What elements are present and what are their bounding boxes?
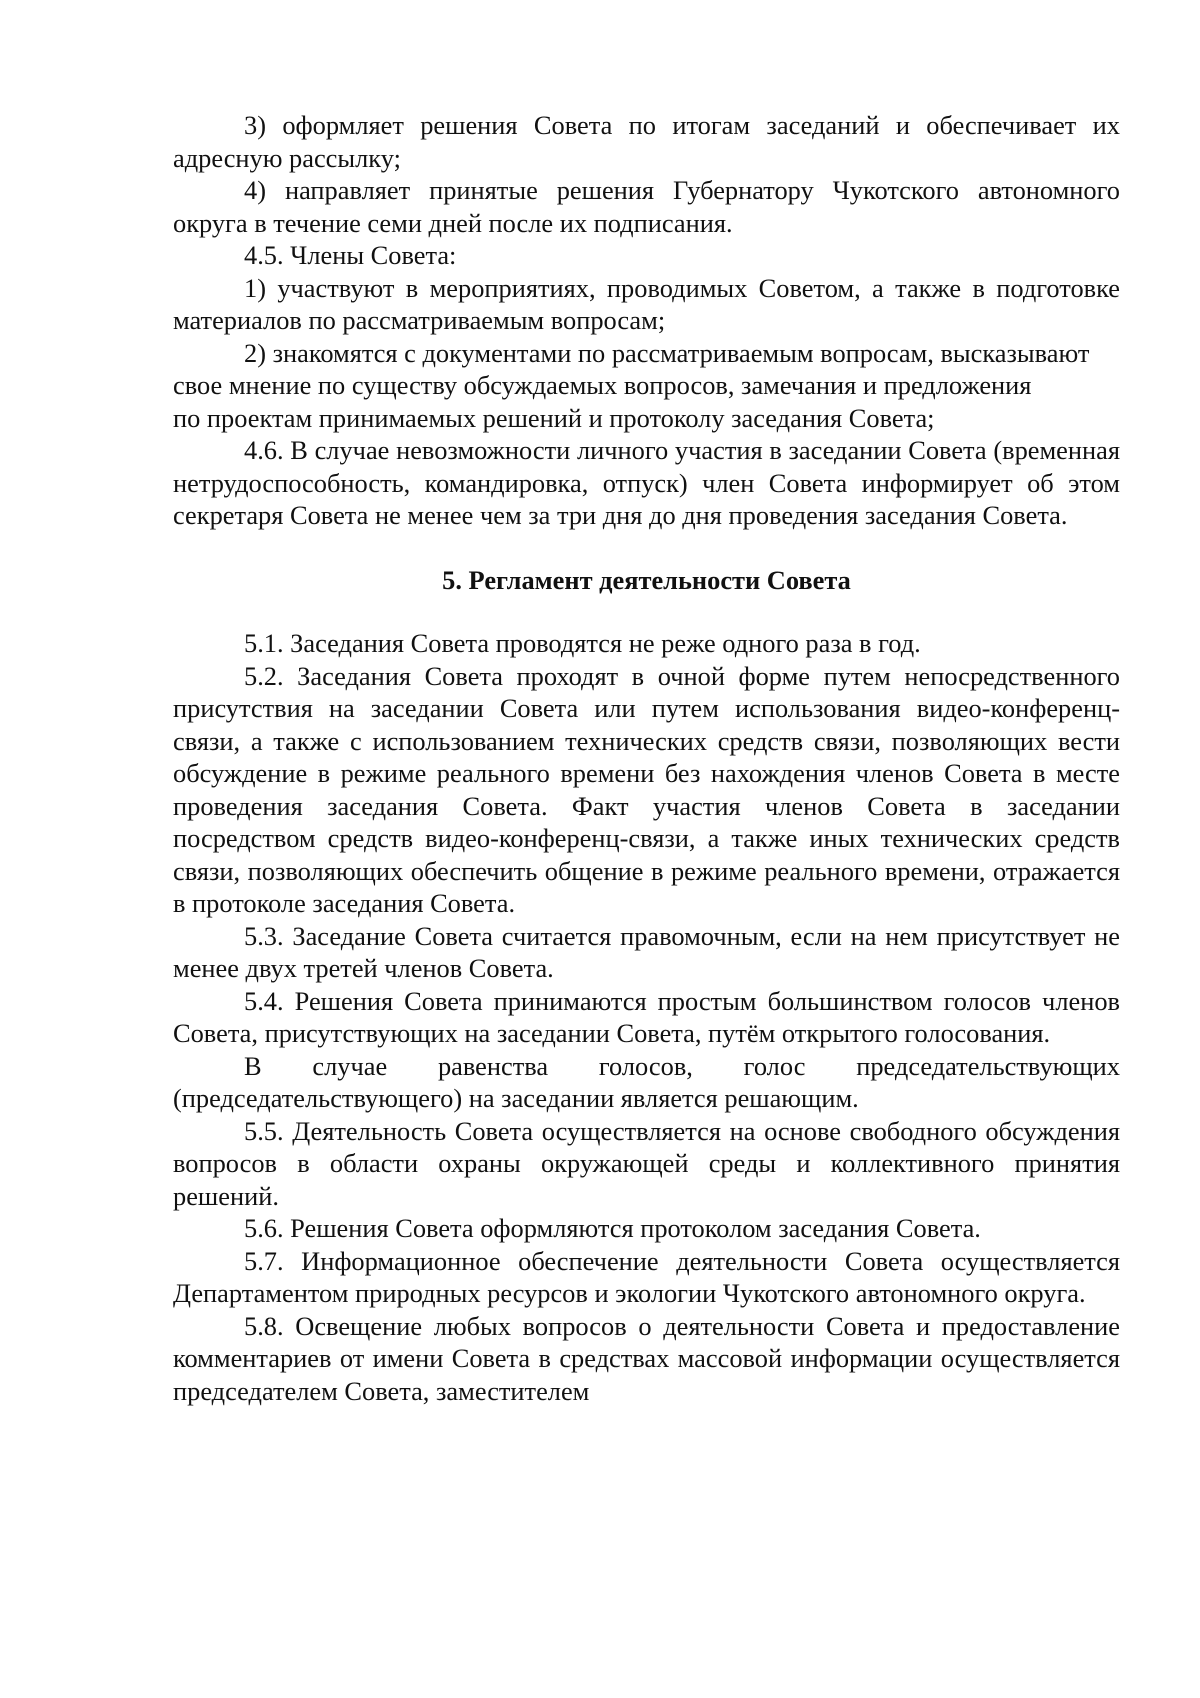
paragraph-5-4: 5.4. Решения Совета принимаются простым большинством голосов членов Совета, присутствующих на заседании Совета, путём открытого голосования. — [173, 985, 1120, 1048]
paragraph-5-6: 5.6. Решения Совета оформляются протоколом заседания Совета. — [244, 1213, 981, 1243]
paragraph-4-secretary-governor: 4) направляет принятые решения Губернатору Чукотского автономного округа в течение семи дней после их подписания. — [173, 175, 1120, 238]
paragraph-5-3: 5.3. Заседание Совета считается правомочным, если на нем присутствует не менее двух третей членов Совета. — [173, 920, 1120, 983]
document-page — [173, 109, 1120, 1407]
paragraph-3-secretary-decisions: 3) оформляет решения Совета по итогам заседаний и обеспечивает их адресную рассылку; — [173, 110, 1120, 173]
paragraph-4-5-members: 4.5. Члены Совета: — [244, 240, 457, 270]
spacer — [173, 532, 1120, 564]
paragraph-5-2: 5.2. Заседания Совета проходят в очной форме путем непосредственного присутствия на заседании Совета или путем использования видео-конференц-связи, а также с использованием технических средств связи, позволяющих вести обсуждение в режиме реального времени без нахождения членов Совета в месте проведения заседания Совета. Факт участия членов Совета в заседании посредством средств видео-конференц-связи, а также иных технических средств связи, позволяющих обеспечить общение в режиме реального времени, отражается в протоколе заседания Совета. — [173, 660, 1120, 918]
paragraph-5-1: 5.1. Заседания Совета проводятся не реже одного раза в год. — [244, 628, 921, 658]
paragraph-members-1: 1) участвуют в мероприятиях, проводимых Советом, а также в подготовке материалов по рассматриваемым вопросам; — [173, 272, 1120, 335]
spacer — [173, 596, 1120, 627]
paragraph-members-2-continued: по проектам принимаемых решений и протоколу заседания Совета; — [173, 402, 935, 433]
paragraph-5-4-tie: В случае равенства голосов, голос председательствующих (председательствующего) на заседании является решающим. — [173, 1050, 1120, 1113]
paragraph-4-6-absence: 4.6. В случае невозможности личного участия в заседании Совета (временная нетрудоспособность, командировка, отпуск) член Совета информирует об этом секретаря Совета не менее чем за три дня до дня проведения заседания Совета. — [173, 435, 1120, 530]
paragraph-5-7: 5.7. Информационное обеспечение деятельности Совета осуществляется Департаментом природных ресурсов и экологии Чукотского автономного округа. — [173, 1245, 1120, 1308]
paragraph-5-5: 5.5. Деятельность Совета осуществляется на основе свободного обсуждения вопросов в области охраны окружающей среды и коллективного принятия решений. — [173, 1115, 1120, 1211]
paragraph-5-8: 5.8. Освещение любых вопросов о деятельности Совета и предоставление комментариев от имени Совета в средствах массовой информации осуществляется председателем Совета, заместителем — [173, 1310, 1120, 1406]
section-heading: 5. Регламент деятельности Совета — [442, 564, 851, 595]
paragraph-members-2: 2) знакомятся с документами по рассматриваемым вопросам, высказывают свое мнение по существу обсуждаемых вопросов, замечания и предложения — [173, 337, 1090, 400]
